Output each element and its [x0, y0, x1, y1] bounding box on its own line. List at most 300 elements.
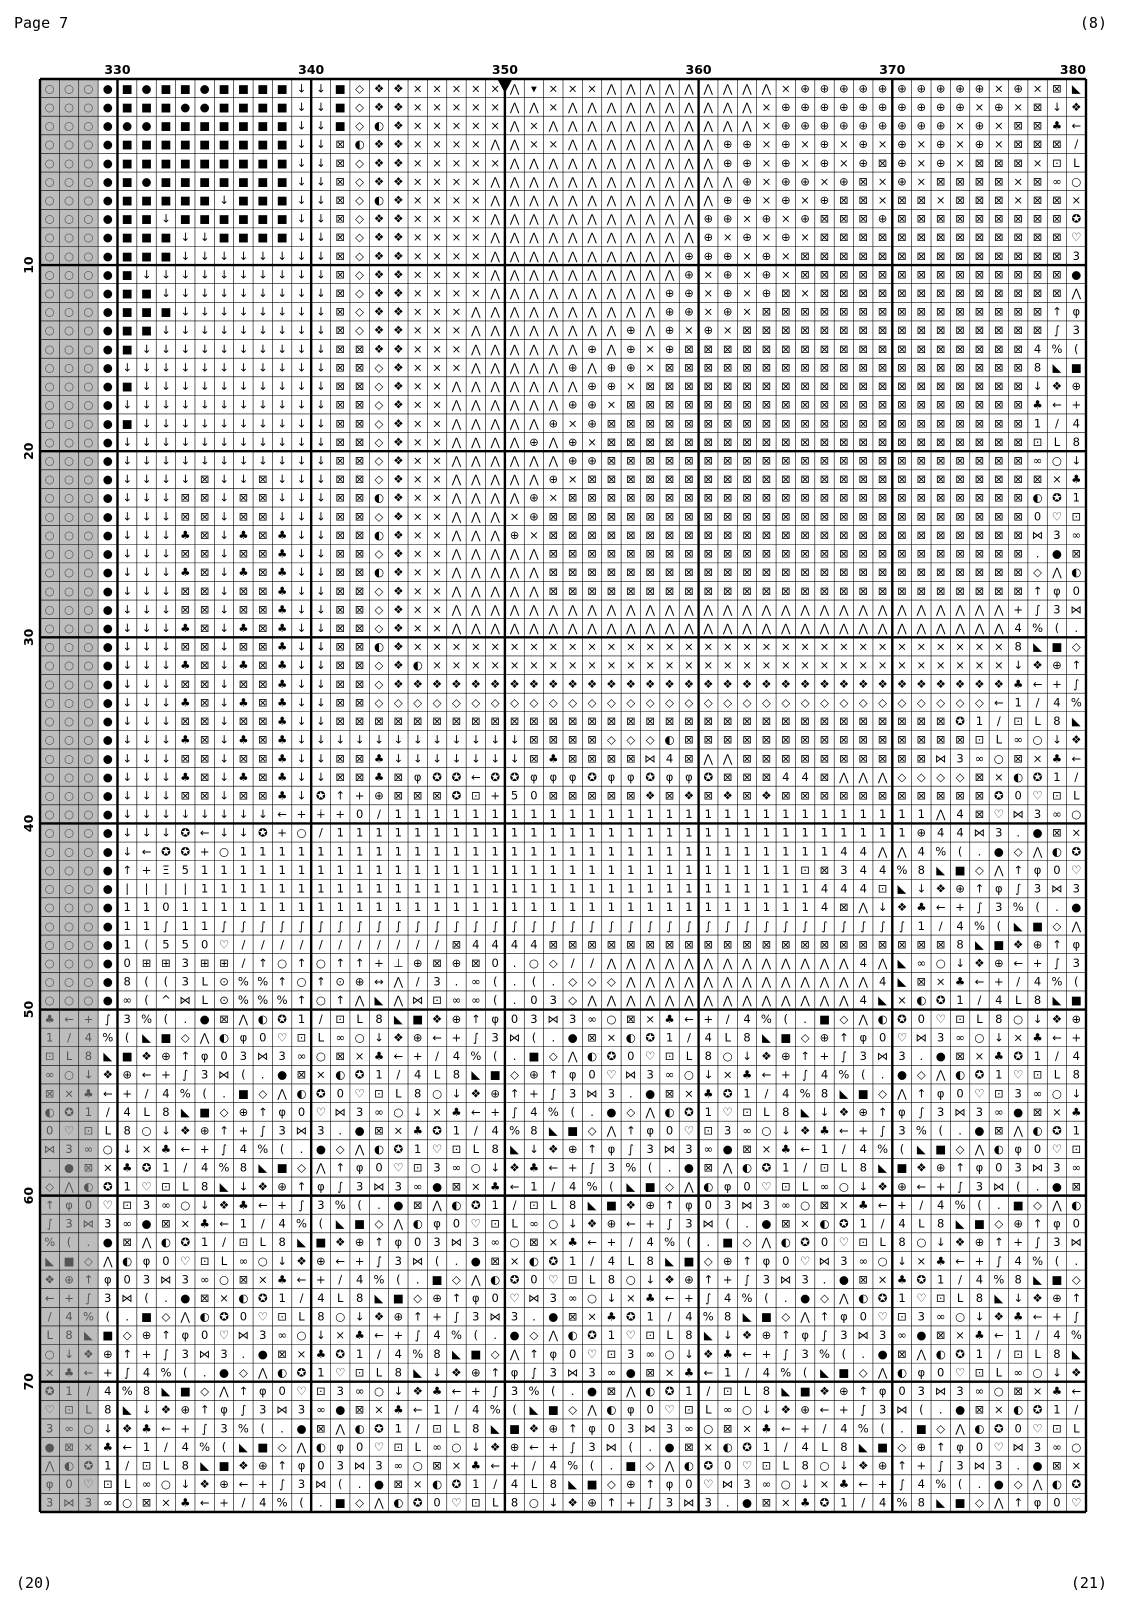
stitch-symbol: ○ — [45, 975, 55, 989]
stitch-symbol: ⊠ — [936, 472, 946, 486]
stitch-symbol: ♡ — [722, 1105, 732, 1119]
stitch-symbol: ♣ — [471, 1458, 481, 1472]
stitch-symbol: ⊡ — [374, 1086, 384, 1100]
stitch-symbol: 1 — [666, 807, 673, 821]
stitch-symbol: × — [917, 174, 927, 188]
stitch-symbol: ♣ — [180, 733, 190, 747]
stitch-symbol: ← — [277, 807, 287, 821]
stitch-symbol: × — [781, 267, 791, 281]
stitch-symbol: ⊠ — [626, 398, 636, 412]
stitch-symbol: ∞ — [1033, 1086, 1043, 1100]
stitch-symbol: ♣ — [839, 1477, 849, 1491]
stitch-symbol: × — [781, 249, 791, 263]
stitch-symbol: 3 — [1034, 1440, 1041, 1454]
stitch-symbol: ⊠ — [355, 547, 365, 561]
stitch-symbol: ∫ — [453, 919, 459, 933]
stitch-symbol: ⊡ — [975, 733, 985, 747]
stitch-symbol: 1 — [627, 882, 634, 896]
stitch-symbol: ⋈ — [625, 1068, 637, 1082]
stitch-symbol: ⋀ — [509, 435, 520, 449]
stitch-symbol: ⊠ — [975, 509, 985, 523]
stitch-symbol: ↓ — [142, 547, 152, 561]
stitch-symbol: × — [684, 323, 694, 337]
stitch-symbol: × — [413, 230, 423, 244]
stitch-symbol: ○ — [471, 1161, 481, 1175]
stitch-symbol: 4 — [162, 1086, 169, 1100]
stitch-symbol: ⊠ — [355, 602, 365, 616]
stitch-symbol: ⊕ — [490, 1086, 500, 1100]
stitch-symbol: ⊠ — [917, 360, 927, 374]
stitch-symbol: 1 — [143, 900, 150, 914]
stitch-symbol: ⊠ — [723, 342, 733, 356]
stitch-symbol: 4 — [898, 1217, 905, 1231]
stitch-symbol: ∞ — [762, 1477, 772, 1491]
stitch-symbol: ⋀ — [625, 230, 636, 244]
stitch-symbol: ⊠ — [684, 937, 694, 951]
stitch-symbol: ■ — [335, 1496, 346, 1510]
stitch-symbol: ⋀ — [741, 975, 752, 989]
stitch-symbol: ■ — [122, 193, 133, 207]
stitch-symbol: % — [567, 1458, 578, 1472]
stitch-symbol: × — [1052, 472, 1062, 486]
stitch-symbol: × — [800, 156, 810, 170]
stitch-symbol: × — [413, 602, 423, 616]
stitch-symbol: ⊠ — [955, 230, 965, 244]
stitch-symbol: ◐ — [858, 1291, 868, 1305]
stitch-symbol: ❖ — [141, 1049, 151, 1063]
stitch-symbol: ↓ — [297, 695, 307, 709]
stitch-symbol: ⊠ — [1013, 305, 1023, 319]
stitch-symbol: ( — [125, 1030, 130, 1044]
stitch-symbol: ◣ — [859, 1440, 868, 1454]
stitch-symbol: × — [607, 658, 617, 672]
stitch-symbol: ⊕ — [1071, 1012, 1081, 1026]
stitch-symbol: ↓ — [742, 1049, 752, 1063]
stitch-symbol: ⊞ — [142, 956, 152, 970]
stitch-symbol: ❖ — [684, 677, 694, 691]
stitch-symbol: ⊠ — [355, 491, 365, 505]
stitch-symbol: ○ — [45, 509, 55, 523]
stitch-symbol: ○ — [258, 1254, 268, 1268]
stitch-symbol: 8 — [124, 1123, 131, 1137]
stitch-symbol: ❖ — [722, 789, 732, 803]
stitch-symbol: ◇ — [549, 956, 558, 970]
stitch-symbol: ⊠ — [800, 360, 810, 374]
stitch-symbol: ⊠ — [200, 677, 210, 691]
stitch-symbol: ⊠ — [490, 1254, 500, 1268]
stitch-symbol: ∫ — [822, 1328, 828, 1342]
stitch-symbol: ⊕ — [568, 454, 578, 468]
stitch-symbol: ⊠ — [684, 398, 694, 412]
stitch-symbol: ↓ — [316, 435, 326, 449]
stitch-symbol: + — [1033, 956, 1043, 970]
stitch-symbol: × — [452, 249, 462, 263]
stitch-symbol: 1 — [278, 900, 285, 914]
stitch-symbol: ■ — [160, 156, 171, 170]
stitch-symbol: × — [471, 81, 481, 95]
stitch-symbol: ■ — [625, 1458, 636, 1472]
stitch-symbol: 1 — [1034, 416, 1041, 430]
stitch-symbol: . — [726, 1496, 730, 1510]
stitch-symbol: ❖ — [684, 789, 694, 803]
stitch-symbol: / — [280, 937, 284, 951]
stitch-symbol: + — [897, 1198, 907, 1212]
stitch-symbol: ◐ — [374, 640, 384, 654]
stitch-symbol: ● — [103, 993, 113, 1007]
stitch-symbol: ⊠ — [839, 212, 849, 226]
stitch-symbol: ■ — [257, 212, 268, 226]
stitch-symbol: ⊠ — [897, 472, 907, 486]
stitch-symbol: ⋀ — [586, 137, 597, 151]
stitch-symbol: ◣ — [839, 1086, 848, 1100]
stitch-symbol: φ — [433, 1217, 441, 1231]
stitch-symbol: ⋈ — [703, 1217, 715, 1231]
stitch-symbol: ○ — [64, 919, 74, 933]
stitch-symbol: φ — [1014, 1142, 1022, 1156]
stitch-symbol: ■ — [160, 230, 171, 244]
stitch-symbol: 3 — [395, 1254, 402, 1268]
stitch-symbol: ⊠ — [684, 454, 694, 468]
column-label: 380 — [1060, 62, 1086, 77]
stitch-symbol: 3 — [182, 956, 189, 970]
stitch-symbol: / — [125, 1458, 129, 1472]
stitch-symbol: % — [664, 1235, 675, 1249]
stitch-symbol: 0 — [956, 1086, 963, 1100]
stitch-symbol: ↓ — [219, 193, 229, 207]
stitch-symbol: ● — [103, 323, 113, 337]
stitch-symbol: ◇ — [704, 695, 713, 709]
stitch-symbol: ( — [784, 1012, 789, 1026]
stitch-symbol: ↓ — [142, 714, 152, 728]
stitch-symbol: ● — [103, 156, 113, 170]
stitch-symbol: ⊡ — [665, 1049, 675, 1063]
stitch-symbol: ■ — [955, 863, 966, 877]
stitch-symbol: ■ — [141, 323, 152, 337]
stitch-symbol: ⋀ — [44, 1458, 55, 1472]
stitch-symbol: ⊠ — [626, 491, 636, 505]
stitch-symbol: ◇ — [375, 602, 384, 616]
stitch-symbol: ⊠ — [200, 658, 210, 672]
stitch-symbol: ◐ — [277, 1365, 287, 1379]
stitch-symbol: × — [820, 174, 830, 188]
stitch-symbol: ⋀ — [722, 602, 733, 616]
stitch-symbol: ↓ — [277, 398, 287, 412]
stitch-symbol: ■ — [141, 286, 152, 300]
stitch-symbol: ⊠ — [239, 602, 249, 616]
stitch-symbol: ■ — [160, 100, 171, 114]
stitch-symbol: ⊠ — [917, 305, 927, 319]
stitch-symbol: ↓ — [762, 1403, 772, 1417]
stitch-symbol: 1 — [608, 807, 615, 821]
stitch-symbol: 1 — [608, 1328, 615, 1342]
stitch-symbol: ⋀ — [722, 621, 733, 635]
stitch-symbol: ↓ — [161, 509, 171, 523]
stitch-symbol: ⋀ — [548, 212, 559, 226]
stitch-symbol: ⋀ — [586, 1403, 597, 1417]
stitch-symbol: % — [122, 1384, 133, 1398]
stitch-symbol: L — [763, 1105, 770, 1119]
stitch-symbol: × — [742, 267, 752, 281]
stitch-symbol: ⊠ — [994, 565, 1004, 579]
stitch-symbol: ⊠ — [1013, 509, 1023, 523]
stitch-symbol: ⋀ — [451, 398, 462, 412]
stitch-symbol: ⊠ — [955, 454, 965, 468]
stitch-symbol: ⊠ — [200, 547, 210, 561]
stitch-symbol: 1 — [550, 844, 557, 858]
stitch-symbol: ⊠ — [936, 342, 946, 356]
stitch-symbol: ■ — [955, 1496, 966, 1510]
stitch-symbol: ⊠ — [258, 584, 268, 598]
stitch-symbol: φ — [879, 1384, 887, 1398]
stitch-symbol: ⊕ — [510, 528, 520, 542]
stitch-symbol: ○ — [64, 621, 74, 635]
stitch-symbol: ■ — [122, 379, 133, 393]
stitch-symbol: 1 — [337, 882, 344, 896]
stitch-symbol: ⊕ — [723, 137, 733, 151]
stitch-symbol: ○ — [83, 81, 93, 95]
stitch-symbol: L — [337, 1291, 344, 1305]
stitch-symbol: ⋀ — [935, 1068, 946, 1082]
stitch-symbol: φ — [724, 1179, 732, 1193]
stitch-symbol: 4 — [143, 1365, 150, 1379]
stitch-symbol: ⊠ — [742, 714, 752, 728]
stitch-symbol: ◇ — [355, 249, 364, 263]
stitch-symbol: ♣ — [277, 602, 287, 616]
stitch-symbol: 0 — [569, 1347, 576, 1361]
stitch-symbol: ◇ — [684, 695, 693, 709]
stitch-symbol: ⊕ — [800, 212, 810, 226]
stitch-symbol: ⋈ — [1051, 882, 1063, 896]
stitch-symbol: ⋈ — [606, 1440, 618, 1454]
stitch-symbol: ❖ — [45, 1272, 55, 1286]
stitch-symbol: ○ — [83, 323, 93, 337]
stitch-symbol: ↓ — [142, 509, 152, 523]
stitch-symbol: 3 — [956, 1458, 963, 1472]
stitch-symbol: ↑ — [626, 1123, 636, 1137]
stitch-symbol: ↓ — [180, 379, 190, 393]
stitch-symbol: ⊠ — [839, 360, 849, 374]
stitch-symbol: ⊠ — [684, 360, 694, 374]
stitch-symbol: ○ — [45, 807, 55, 821]
stitch-symbol: 8 — [375, 1012, 382, 1026]
stitch-symbol: ⋀ — [567, 1049, 578, 1063]
stitch-symbol: ⋀ — [644, 975, 655, 989]
stitch-symbol: ⊠ — [762, 733, 772, 747]
stitch-symbol: ⊠ — [878, 342, 888, 356]
stitch-symbol: 1 — [46, 1030, 53, 1044]
stitch-symbol: ■ — [238, 119, 249, 133]
stitch-symbol: ⋀ — [1032, 1477, 1043, 1491]
stitch-symbol: ↓ — [471, 733, 481, 747]
stitch-symbol: ○ — [45, 305, 55, 319]
stitch-symbol: 1 — [898, 807, 905, 821]
stitch-symbol: ⊠ — [1033, 119, 1043, 133]
stitch-symbol: 1 — [453, 900, 460, 914]
stitch-symbol: 1 — [356, 826, 363, 840]
stitch-symbol: ← — [587, 1235, 597, 1249]
stitch-symbol: ⋈ — [160, 1272, 172, 1286]
stitch-symbol: ↓ — [142, 1403, 152, 1417]
stitch-symbol: ⋀ — [509, 584, 520, 598]
stitch-symbol: ❖ — [568, 677, 578, 691]
stitch-symbol: ∞ — [200, 1272, 210, 1286]
stitch-symbol: ⊠ — [665, 454, 675, 468]
stitch-symbol: ❖ — [703, 1347, 713, 1361]
stitch-symbol: ↑ — [122, 863, 132, 877]
stitch-symbol: ● — [103, 547, 113, 561]
stitch-symbol: ■ — [277, 212, 288, 226]
stitch-symbol: ⊠ — [645, 491, 655, 505]
stitch-symbol: ⊠ — [1052, 230, 1062, 244]
stitch-symbol: ⋀ — [528, 342, 539, 356]
stitch-symbol: ⊕ — [607, 1217, 617, 1231]
stitch-symbol: ○ — [510, 1235, 520, 1249]
stitch-symbol: ⊠ — [200, 1291, 210, 1305]
stitch-symbol: 1 — [956, 993, 963, 1007]
stitch-symbol: × — [452, 156, 462, 170]
stitch-symbol: ❖ — [374, 212, 384, 226]
stitch-symbol: ○ — [64, 454, 74, 468]
stitch-symbol: ↓ — [161, 454, 171, 468]
stitch-symbol: ❖ — [122, 1421, 132, 1435]
stitch-symbol: ○ — [45, 193, 55, 207]
stitch-symbol: ⊕ — [587, 342, 597, 356]
stitch-symbol: ⊠ — [955, 1049, 965, 1063]
stitch-symbol: × — [432, 342, 442, 356]
stitch-symbol: × — [413, 491, 423, 505]
stitch-symbol: ⊕ — [529, 1068, 539, 1082]
stitch-symbol: ♣ — [277, 1272, 287, 1286]
stitch-symbol: ◇ — [878, 695, 887, 709]
stitch-symbol: ⊕ — [897, 1179, 907, 1193]
stitch-symbol: ❖ — [974, 956, 984, 970]
stitch-symbol: ■ — [277, 81, 288, 95]
stitch-symbol: ↓ — [180, 472, 190, 486]
stitch-symbol: ◇ — [898, 1440, 907, 1454]
stitch-symbol: ◣ — [898, 956, 907, 970]
stitch-symbol: ⊠ — [800, 565, 810, 579]
stitch-symbol: ⊠ — [413, 789, 423, 803]
stitch-symbol: ⊠ — [684, 509, 694, 523]
stitch-symbol: ↑ — [568, 1421, 578, 1435]
stitch-symbol: ∞ — [316, 1403, 326, 1417]
stitch-symbol: ♣ — [45, 1012, 55, 1026]
stitch-symbol: ⋀ — [528, 193, 539, 207]
stitch-symbol: 1 — [472, 826, 479, 840]
stitch-symbol: ↑ — [161, 1328, 171, 1342]
stitch-symbol: ⋀ — [896, 602, 907, 616]
stitch-symbol: ♡ — [471, 1217, 481, 1231]
stitch-symbol: 4 — [956, 807, 963, 821]
stitch-symbol: ⊠ — [936, 249, 946, 263]
stitch-symbol: ○ — [83, 695, 93, 709]
stitch-symbol: ⊠ — [975, 212, 985, 226]
stitch-symbol: ⋀ — [335, 1421, 346, 1435]
stitch-symbol: × — [413, 342, 423, 356]
stitch-symbol: ⊡ — [1071, 509, 1081, 523]
stitch-symbol: . — [997, 1198, 1001, 1212]
stitch-symbol: ⋀ — [741, 993, 752, 1007]
stitch-symbol: ↑ — [316, 975, 326, 989]
stitch-symbol: ○ — [83, 863, 93, 877]
stitch-symbol: × — [413, 379, 423, 393]
stitch-symbol: ⊠ — [355, 695, 365, 709]
stitch-symbol: 3 — [511, 1310, 518, 1324]
row-label: 50 — [21, 1001, 36, 1019]
stitch-symbol: ⊠ — [394, 770, 404, 784]
stitch-symbol: ⊠ — [839, 249, 849, 263]
stitch-symbol: ⋈ — [315, 1477, 327, 1491]
stitch-symbol: ∫ — [1073, 1310, 1079, 1324]
stitch-symbol: ⊠ — [975, 174, 985, 188]
stitch-symbol: ♡ — [1071, 863, 1081, 877]
stitch-symbol: ◐ — [1013, 770, 1023, 784]
stitch-symbol: / — [67, 1030, 71, 1044]
stitch-symbol: ⊠ — [878, 472, 888, 486]
stitch-symbol: 1 — [608, 882, 615, 896]
stitch-symbol: ⊠ — [975, 156, 985, 170]
stitch-symbol: × — [665, 1365, 675, 1379]
stitch-symbol: ♣ — [238, 658, 248, 672]
stitch-symbol: ( — [1055, 1254, 1060, 1268]
stitch-symbol: ↑ — [239, 1384, 249, 1398]
stitch-symbol: ⋈ — [683, 1496, 695, 1510]
stitch-symbol: ♡ — [1032, 1421, 1042, 1435]
stitch-symbol: L — [143, 1105, 150, 1119]
stitch-symbol: ⊠ — [684, 472, 694, 486]
stitch-symbol: L — [802, 1179, 809, 1193]
stitch-symbol: × — [626, 1291, 636, 1305]
stitch-symbol: ⊠ — [917, 528, 927, 542]
stitch-symbol: × — [432, 174, 442, 188]
stitch-symbol: ⊕ — [510, 1440, 520, 1454]
stitch-symbol: ⊠ — [762, 323, 772, 337]
stitch-symbol: ◣ — [530, 1403, 539, 1417]
stitch-symbol: ⊠ — [607, 454, 617, 468]
stitch-symbol: ⊕ — [839, 1384, 849, 1398]
stitch-symbol: ○ — [64, 993, 74, 1007]
stitch-symbol: 3 — [182, 975, 189, 989]
stitch-symbol: ⋀ — [974, 602, 985, 616]
stitch-symbol: ⋀ — [896, 844, 907, 858]
stitch-symbol: 0 — [375, 1161, 382, 1175]
stitch-symbol: ⋈ — [528, 1291, 540, 1305]
stitch-symbol: ( — [357, 1198, 362, 1212]
stitch-symbol: ↓ — [142, 342, 152, 356]
stitch-symbol: ⊠ — [665, 937, 675, 951]
stitch-symbol: 0 — [317, 1458, 324, 1472]
stitch-symbol: ↑ — [258, 1105, 268, 1119]
stitch-symbol: ⋀ — [567, 137, 578, 151]
stitch-symbol: × — [452, 230, 462, 244]
stitch-symbol: × — [684, 658, 694, 672]
stitch-symbol: 0 — [356, 1440, 363, 1454]
stitch-symbol: ⊠ — [355, 770, 365, 784]
stitch-symbol: × — [917, 137, 927, 151]
stitch-symbol: ∫ — [105, 1012, 111, 1026]
stitch-symbol: 1 — [492, 863, 499, 877]
stitch-symbol: × — [510, 658, 520, 672]
stitch-symbol: 3 — [588, 1440, 595, 1454]
stitch-symbol: 1 — [685, 807, 692, 821]
stitch-symbol: 1 — [1073, 491, 1080, 505]
stitch-symbol: ⊠ — [180, 677, 190, 691]
stitch-symbol: × — [994, 137, 1004, 151]
stitch-symbol: ⊠ — [335, 230, 345, 244]
stitch-symbol: L — [221, 1254, 228, 1268]
stitch-symbol: ⋀ — [509, 454, 520, 468]
stitch-symbol: ⊠ — [645, 714, 655, 728]
